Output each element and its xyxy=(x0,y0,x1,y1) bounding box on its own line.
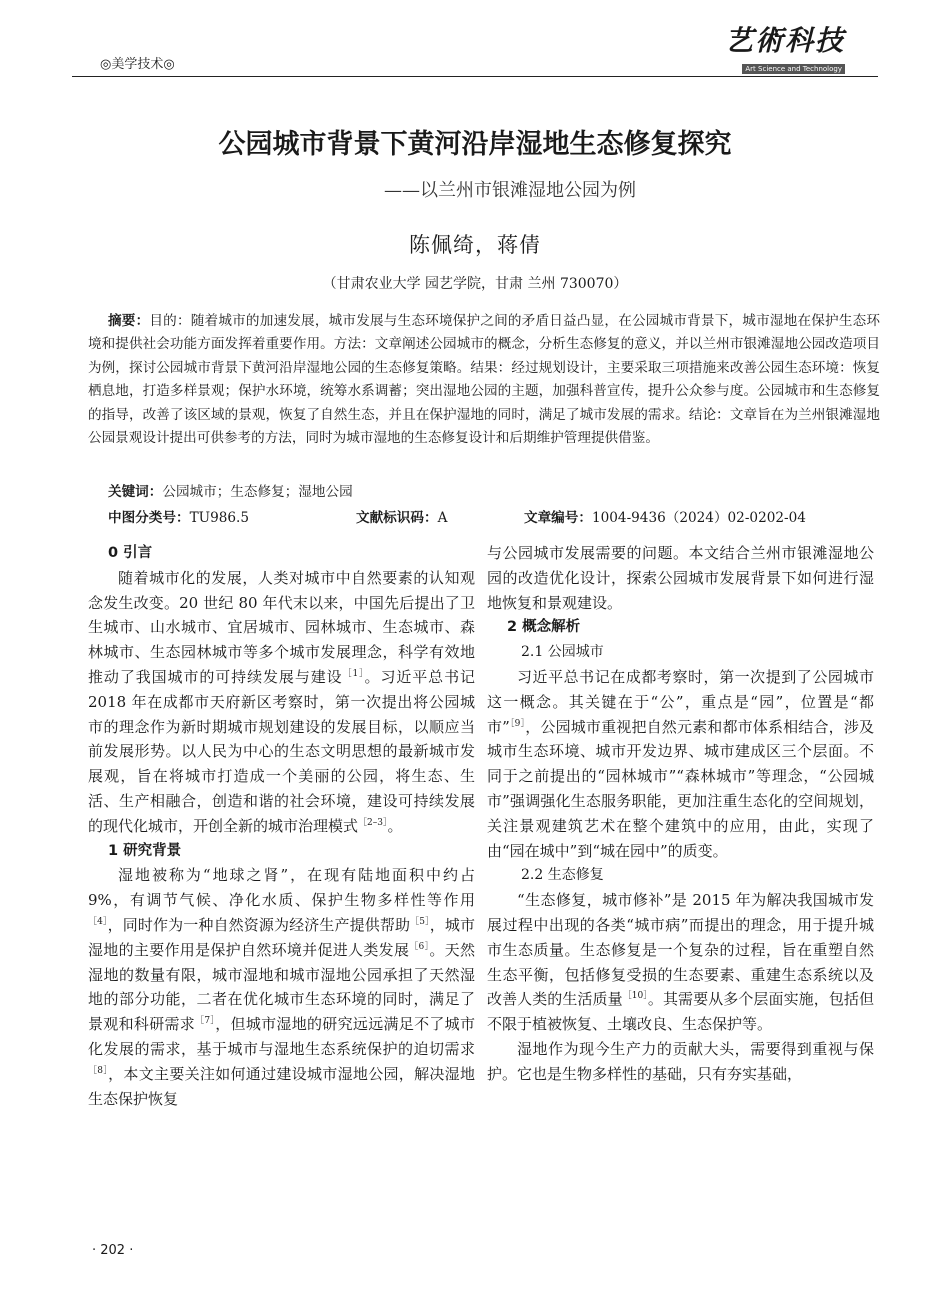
keywords xyxy=(108,480,353,500)
citation: ［2–3］ xyxy=(358,817,388,828)
paragraph-wetland: 湿地作为现今生产力的贡献大头，需要得到重视与保护。它也是生物多样性的基础，只有夯实基础， xyxy=(487,1039,874,1083)
page-number: · 202 · xyxy=(92,1243,134,1258)
article-no-label: 文章编号： xyxy=(524,510,592,526)
subsection-heading-ecological-restoration: 2.2 生态修复 xyxy=(521,867,604,884)
paragraph-ecological-restoration: “生态修复，城市修补”是 2015 年为解决我国城市发展过程中出现的各类“城市病”而提出的理念，用于提升城市生态质量。生态修复是一个复杂的过程，旨在重塑自然生态平衡，包括修复受损的生态要素、重建生态系统以及改善人类的生活质量$^{[10]}$。其需要从多个层面实施，包括但不限于植被恢复、土壤改良、生态保护等。 xyxy=(487,891,874,1034)
journal-logo xyxy=(725,26,845,75)
doc-label: 文献标识码： xyxy=(356,510,438,526)
article-subtitle: ——以兰州市银滩湿地公园为例 xyxy=(384,180,636,201)
citation: ［9］ xyxy=(509,718,526,729)
citation: ［6］ xyxy=(409,941,430,952)
citation: ［8］ xyxy=(88,1065,109,1076)
keywords-label: 关键词： xyxy=(108,484,163,500)
citation: ［5］ xyxy=(410,916,430,927)
section-heading-intro: 0 引言 xyxy=(108,545,153,561)
clc-label: 中图分类号： xyxy=(108,510,190,526)
logo-subtitle: Art Science and Technology xyxy=(742,64,845,74)
document-code xyxy=(356,506,447,526)
abstract xyxy=(88,310,880,450)
article-no-value: 1004-9436（2024）02-0202-04 xyxy=(591,510,806,526)
subsection-heading-park-city: 2.1 公园城市 xyxy=(521,644,604,661)
clc-number xyxy=(108,506,249,526)
keywords-text: 公园城市；生态修复；湿地公园 xyxy=(162,484,353,500)
doc-value: A xyxy=(437,510,448,526)
journal-section: ◎美学技术◎ xyxy=(100,57,175,72)
paragraph-intro: 随着城市化的发展，人类对城市中自然要素的认知观念发生改变。20 世纪 80 年代末以来，中国先后提出了卫生城市、山水城市、宜居城市、园林城市、生态城市、森林城市、生态园林城市等多个城市发展理念，科学有效地推动了我国城市的可持续发展与建设$^{[1]}$。习近平总书记 2018 年在成都市天府新区考察时，第一次提出将公园城市的理念作为新时期城市规划建设的发展目标，以顺应当前发展形势。以人民为中心的生态文明思想的最新城市发展观，旨在将城市打造成一个美丽的公园，将生态、生活、生产相融合，创造和谐的社会环境，建设可持续发展的现代化城市，开创全新的城市治理模式$^{[2-3]}$。 xyxy=(88,568,475,835)
section-heading-concepts: 2 概念解析 xyxy=(507,619,581,636)
citation: ［4］ xyxy=(88,916,108,927)
clc-value: TU986.5 xyxy=(189,510,250,526)
citation: ［10］ xyxy=(622,991,648,1002)
citation: ［1］ xyxy=(342,668,365,679)
paragraph-park-city: 习近平总书记在成都考察时，第一次提到了公园城市这一概念。其关键在于“公”，重点是“园”，位置是“都市”$^{[9]}$，公园城市重视把自然元素和都市体系相结合，涉及城市生态环境、城市开发边界、城市建成区三个层面。不同于之前提出的“园林城市”“森林城市”等理念，“公园城市”强调强化生态服务职能，更加注重生态化的空间规划，关注景观建筑艺术在整个建筑中的应用，由此，实现了由“园在城中”到“城在园中”的质变。 xyxy=(487,667,874,860)
logo-text: 艺術科技 xyxy=(724,24,845,57)
abstract-label: 摘要： xyxy=(108,313,150,329)
article-title: 公园城市背景下黄河沿岸湿地生态修复探究 xyxy=(218,129,732,160)
article-number xyxy=(524,506,806,526)
affiliation: （甘肃农业大学 园艺学院，甘肃 兰州 730070） xyxy=(322,276,628,292)
citation: ［7］ xyxy=(195,1016,216,1027)
authors: 陈佩绮，蒋倩 xyxy=(409,233,541,257)
header-divider xyxy=(72,76,878,77)
paragraph-background: 湿地被称为“地球之肾”，在现有陆地面积中约占 9%，有调节气候、净化水质、保护生物多样性等作用$^{[4]}$，同时作为一种自然资源为经济生产提供帮助$^{[5]}$，城市湿地的主要作用是保护自然环境并促进人类发展$^{[6]}$。天然湿地的数量有限，城市湿地和城市湿地公园承担了天然湿地的部分功能，二者在优化城市生态环境的同时，满足了景观和科研需求$^{[7]}$，但城市湿地的研究远远满足不了城市化发展的需求，基于城市与湿地生态系统保护的迫切需求$^{[8]}$，本文主要关注如何通过建设城市湿地公园，解决湿地生态保护恢复 xyxy=(88,866,475,1108)
left-column xyxy=(88,541,475,1111)
abstract-text: 目的：随着城市的加速发展，城市发展与生态环境保护之间的矛盾日益凸显，在公园城市背景下，城市湿地在保护生态环境和提供社会功能方面发挥着重要作用。方法：文章阐述公园城市的概念，分析生态修复的意义，并以兰州市银滩湿地公园改造项目为例，探讨公园城市背景下黄河沿岸湿地公园的生态修复策略。结果：经过规划设计，主要采取三项措施来改善公园生态环境：恢复栖息地，打造多样景观；保护水环境，统筹水系调蓄；突出湿地公园的主题，加强科普宣传，提升公众参与度。公园城市和生态修复的指导，改善了该区域的景观，恢复了自然生态，并且在保护湿地的同时，满足了城市发展的需求。结论：文章旨在为兰州银滩湿地公园景观设计提出可供参考的方法，同时为城市湿地的生态修复设计和后期维护管理提供借鉴。 xyxy=(88,313,881,447)
right-column xyxy=(487,541,874,1087)
paragraph-continued: 与公园城市发展需要的问题。本文结合兰州市银滩湿地公园的改造优化设计，探索公园城市发展背景下如何进行湿地恢复和景观建设。 xyxy=(487,544,874,612)
section-heading-background: 1 研究背景 xyxy=(108,842,182,859)
